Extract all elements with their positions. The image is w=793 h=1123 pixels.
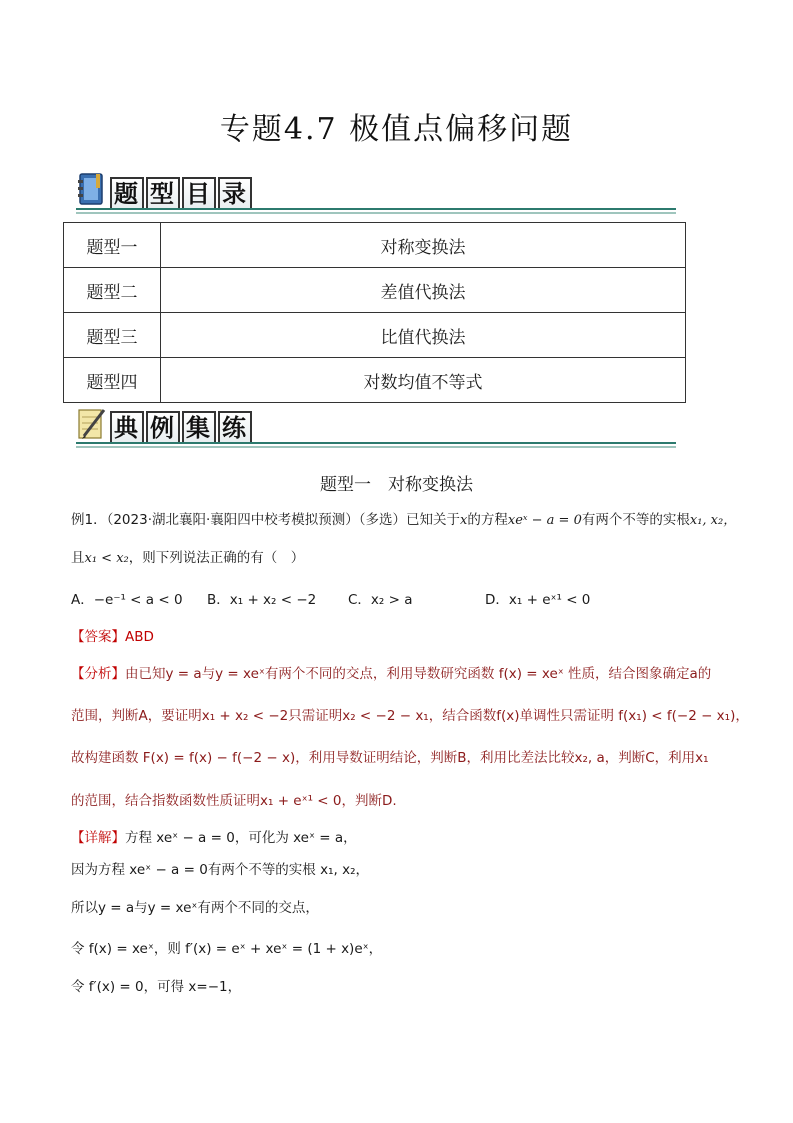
toc-section-title	[110, 174, 254, 209]
toc-key: 题型一	[64, 223, 161, 268]
detail-line-3	[71, 896, 731, 916]
toc-title-char: 型	[146, 177, 180, 210]
toc-value: 对数均值不等式	[161, 358, 686, 403]
type-heading: 题型一 对称变换法	[320, 475, 473, 495]
question-line-1	[71, 508, 737, 528]
answer-value: ABD	[125, 629, 154, 645]
answer-line	[71, 625, 731, 645]
question-source: 例1．（2023·湖北襄阳·襄阳四中校考模拟预测）（多选）已知关于	[71, 512, 461, 528]
toc-key: 题型三	[64, 313, 161, 358]
examples-title-char: 典	[110, 411, 144, 444]
question-text: 的方程	[467, 512, 508, 528]
detail-text: 令 f′(x) = 0，可得 x=−1，	[71, 979, 242, 995]
analysis-text: 由已知y = a与y = xeˣ有两个不同的交点，利用导数研究函数 f(x) = xeˣ 性质，结合图象确定a的	[125, 666, 712, 682]
analysis-text: 范围，判断A，要证明x₁ + x₂ < −2只需证明x₂ < −2 − x₁，结合函数f(x)单调性只需证明 f(x₁) < f(−2 − x₁)，	[71, 708, 749, 724]
option-a: A．−e⁻¹ < a < 0	[71, 592, 183, 608]
examples-title-char: 练	[218, 411, 252, 444]
detail-line-5	[71, 975, 731, 995]
toc-value: 比值代换法	[161, 313, 686, 358]
notebook-icon	[76, 172, 106, 206]
detail-tag: 【详解】	[71, 830, 125, 846]
toc-value: 对称变换法	[161, 223, 686, 268]
analysis-line-3	[71, 746, 731, 766]
analysis-line-2	[71, 704, 749, 724]
examples-title-char: 集	[182, 411, 216, 444]
divider	[76, 208, 676, 210]
toc-title-char: 目	[182, 177, 216, 210]
analysis-line-1	[71, 662, 731, 682]
pencil-notepad-icon	[76, 406, 106, 440]
detail-line-1	[71, 826, 731, 846]
math-condition: x₁ < x₂	[84, 551, 129, 566]
answer-tag: 【答案】	[71, 629, 125, 645]
math-equation: xeˣ − a = 0	[507, 513, 582, 528]
toc-value: 差值代换法	[161, 268, 686, 313]
option-d: D．x₁ + eˣ¹ < 0	[485, 592, 591, 608]
analysis-text: 的范围，结合指数函数性质证明x₁ + eˣ¹ < 0，判断D.	[71, 793, 397, 809]
question-line-2	[71, 546, 731, 566]
option-b: B．x₁ + x₂ < −2	[207, 592, 317, 608]
divider	[76, 212, 676, 214]
table-row	[64, 313, 686, 358]
toc-title-char: 录	[218, 177, 252, 210]
examples-section-header	[76, 404, 676, 448]
detail-line-2	[71, 858, 731, 878]
toc-section-header	[76, 170, 676, 214]
math-var: x	[460, 513, 468, 528]
detail-text: 所以y = a与y = xeˣ有两个不同的交点，	[71, 900, 319, 916]
page-title: 专题4.7 极值点偏移问题	[219, 112, 574, 147]
examples-section-title	[110, 408, 254, 443]
detail-text: 方程 xeˣ − a = 0，可化为 xeˣ = a，	[125, 830, 357, 846]
table-row	[64, 358, 686, 403]
analysis-tag: 【分析】	[71, 666, 125, 682]
question-text: 且	[71, 550, 85, 566]
question-text: 有两个不等的实根	[581, 512, 690, 528]
toc-title-char: 题	[110, 177, 144, 210]
table-row	[64, 223, 686, 268]
detail-line-4	[71, 937, 731, 957]
table-row	[64, 268, 686, 313]
detail-text: 令 f(x) = xeˣ，则 f′(x) = eˣ + xeˣ = (1 + x)eˣ，	[71, 941, 383, 957]
math-roots: x₁, x₂，	[689, 513, 737, 528]
toc-key: 题型四	[64, 358, 161, 403]
analysis-line-4	[71, 789, 731, 809]
examples-title-char: 例	[146, 411, 180, 444]
toc-table	[63, 222, 686, 403]
analysis-text: 故构建函数 F(x) = f(x) − f(−2 − x)，利用导数证明结论，判断B，利用比差法比较x₂, a，判断C，利用x₁	[71, 750, 709, 766]
question-text: ，则下列说法正确的有（ ）	[128, 550, 305, 566]
option-c: C．x₂ > a	[348, 592, 413, 608]
toc-key: 题型二	[64, 268, 161, 313]
detail-text: 因为方程 xeˣ − a = 0有两个不等的实根 x₁, x₂，	[71, 862, 369, 878]
divider	[76, 446, 676, 448]
divider	[76, 442, 676, 444]
